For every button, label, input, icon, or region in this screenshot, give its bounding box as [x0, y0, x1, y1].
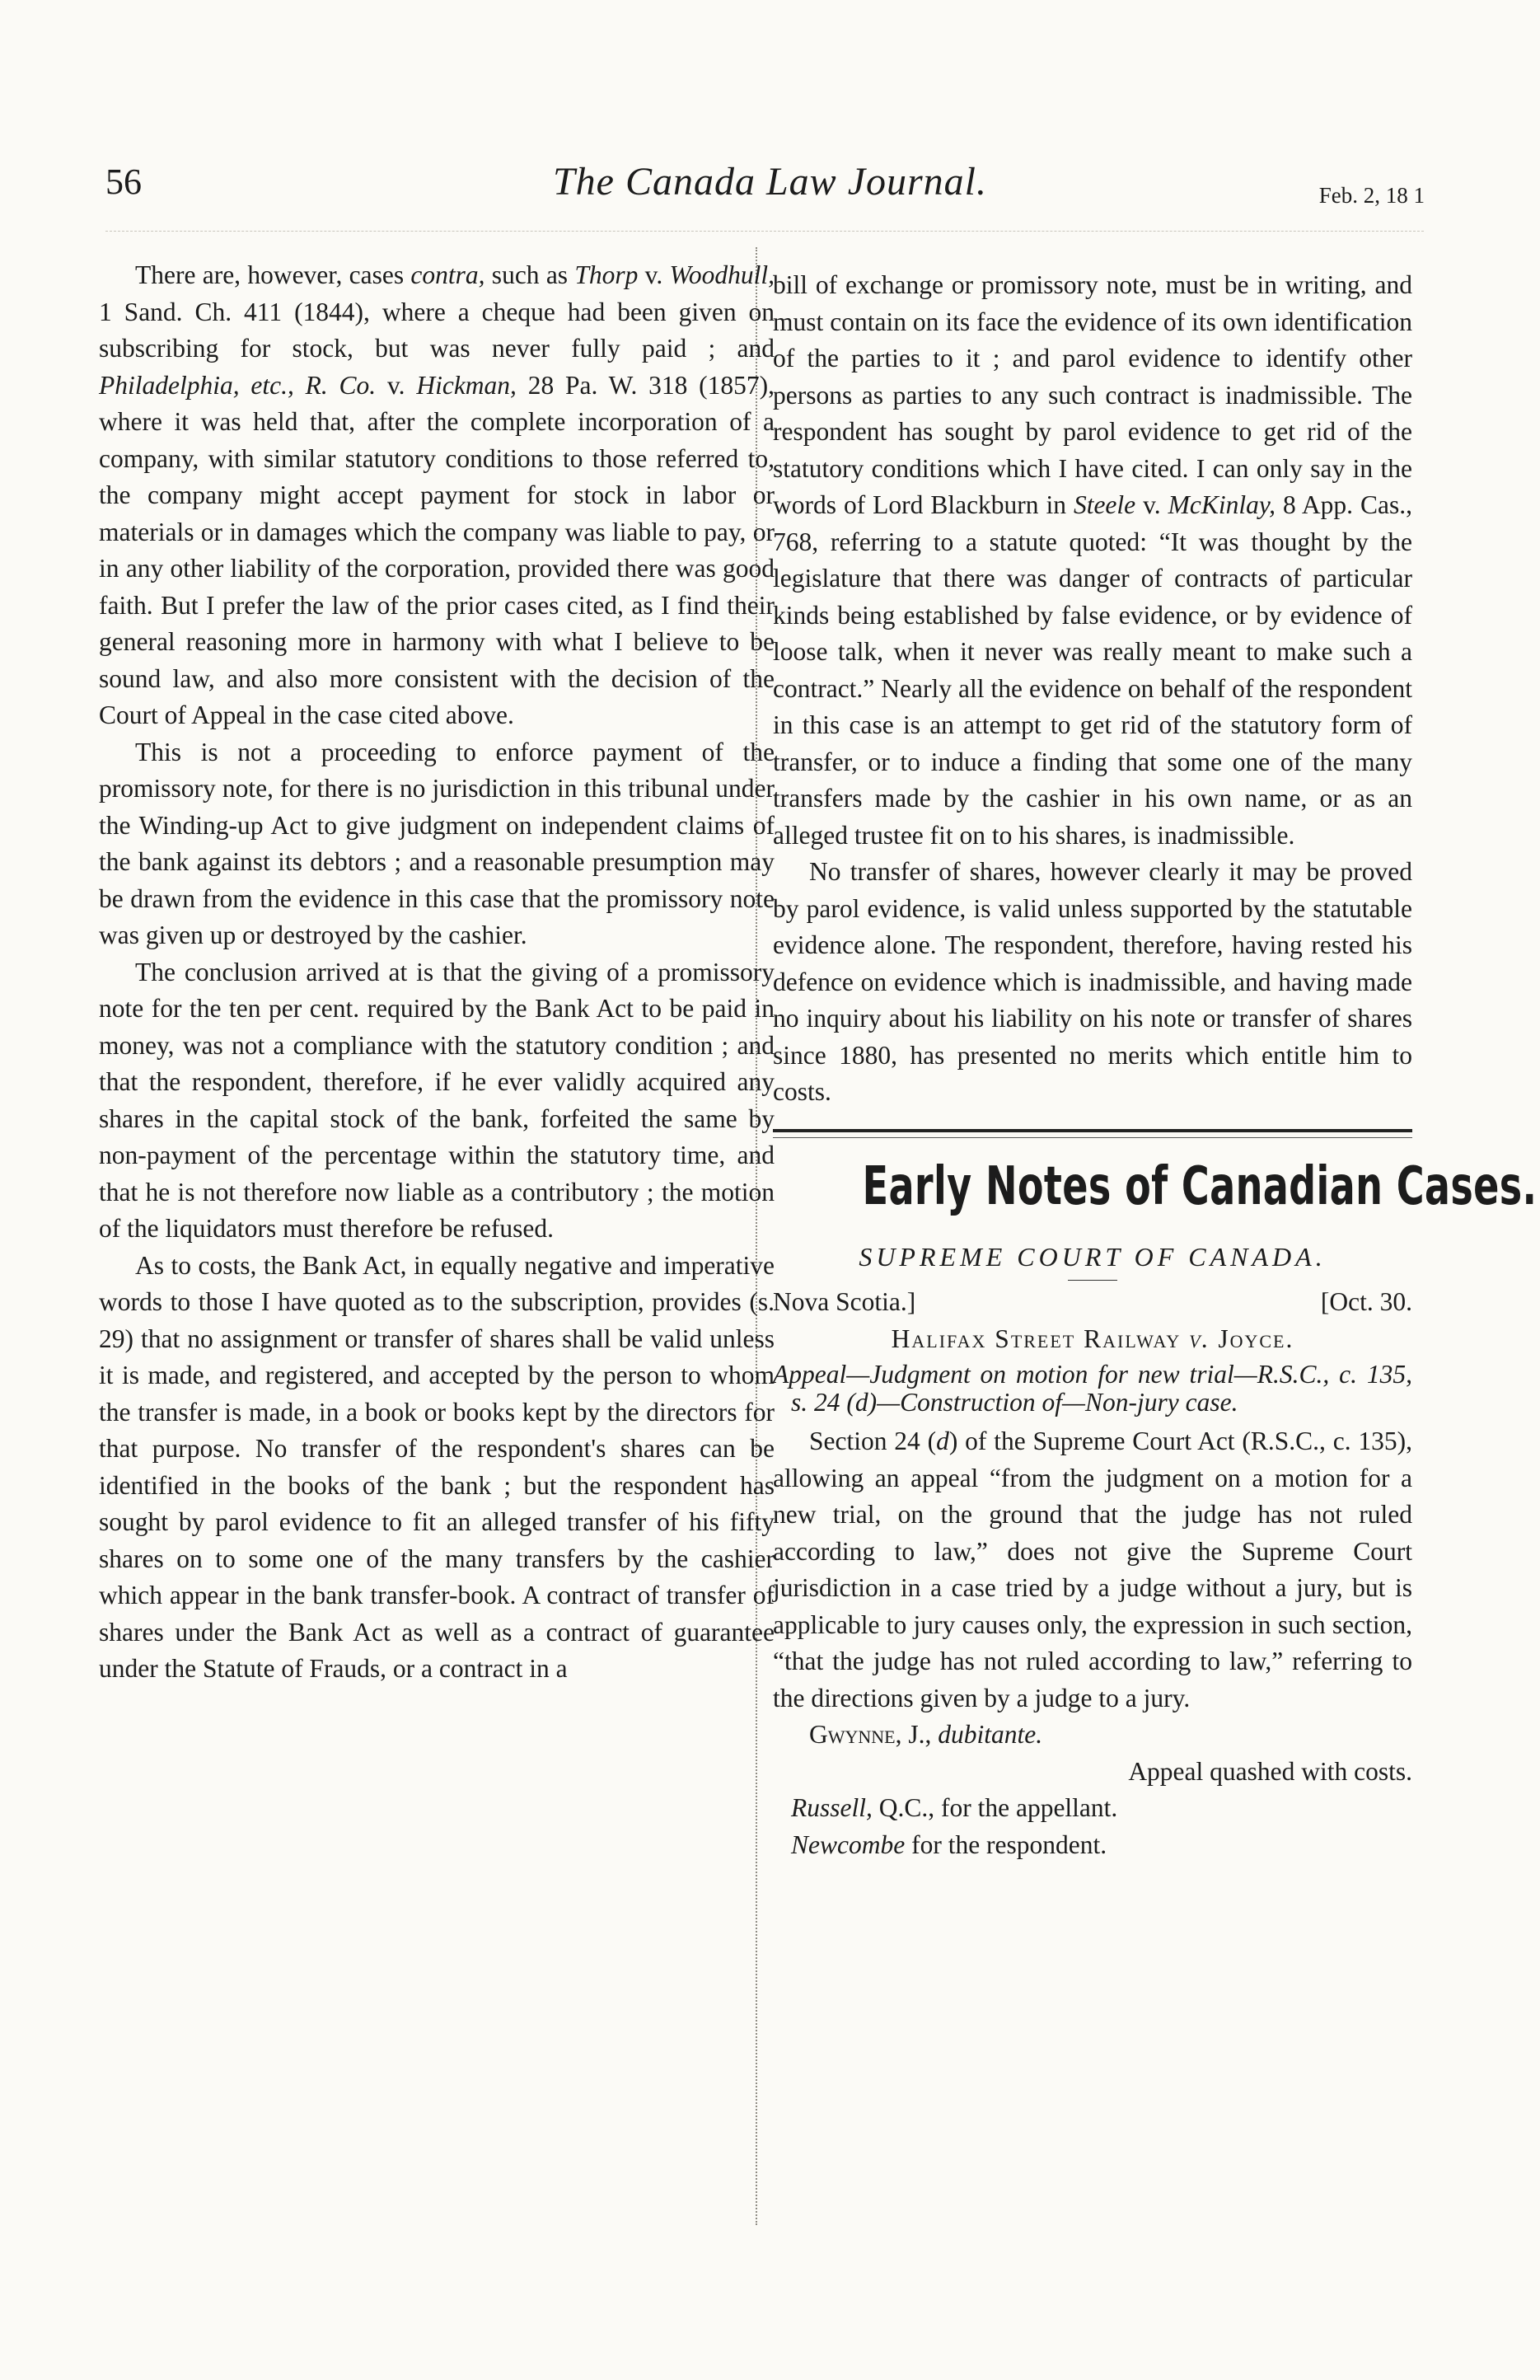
header-rule [105, 231, 1424, 232]
page-number: 56 [105, 162, 142, 202]
section-heading: Early Notes of Canadian Cases. [862, 1155, 1538, 1217]
journal-title: The Canada Law Journal. [552, 160, 988, 204]
section-rule [773, 1129, 1412, 1132]
left-paragraph-1: There are, however, cases contra, such as Thorp v. Woodhull, 1 Sand. Ch. 411 (1844), where a cheque had been given on subscribing for stock, but was never fully paid ; and Philadelphia, etc., R. Co. v. Hickman, 28 Pa. W. 318 (1857), where it was held that, after the complete incorporation of a company, with similar statutory conditions to those referred to, the company might accept payment for stock in labor or materials or in damages which the company was liable to pay, or in any other liability of the corporation, provided there was good faith. But I prefer the law of the prior cases cited, as I find their general reasoning more in harmony with what I believe to be sound law, and also more consistent with the decision of the Court of Appeal in the case cited above. [99, 260, 775, 729]
left-column [99, 257, 775, 1688]
left-paragraph-2: This is not a proceeding to enforce payment of the promissory note, for there is no jurisdiction in this tribunal under the Winding-up Act to give judgment on independent claims of the bank against its debtors ; and a reasonable presumption may be drawn from the evidence in this case that the promissory note was given up or destroyed by the cashier. [99, 737, 775, 949]
case-location-row [773, 1284, 1412, 1321]
case-title: Halifax Street Railway v. Joyce. [891, 1324, 1294, 1353]
counsel-respondent: Newcombe for the respondent. [791, 1830, 1107, 1859]
court-name: SUPREME COURT OF CANADA. [859, 1241, 1327, 1272]
short-rule [1068, 1280, 1117, 1281]
right-paragraph-2: No transfer of shares, however clearly it may be proved by parol evidence, is valid unless supported by the statutable evidence alone. The respondent, therefore, having rested his defence on evidence which is inadmissible, and having made no inquiry about his liability on his note or transfer of shares since 1880, has presented no merits which entitle him to costs. [773, 857, 1412, 1106]
case-summary: Section 24 (d) of the Supreme Court Act (R.S.C., c. 135), allowing an appeal “from the judgment on a motion for a new trial, on the ground that the judge has not ruled according to law,” does not give the Supreme Court jurisdiction in a case tried by a judge without a jury, but is applicable to jury causes only, the expression in such section, “that the judge has not ruled according to law,” referring to the directions given by a judge to a jury. [773, 1427, 1412, 1712]
left-paragraph-4: As to costs, the Bank Act, in equally negative and imperative words to those I have quoted as to the subscription, provides (s. 29) that no assignment or transfer of shares shall be valid unless it is made, and registered, and accepted by the person to whom the transfer is made, in a book or books kept by the directors for that purpose. No transfer of the respondent's shares can be identified in the books of the bank ; but the respondent has sought by parol evidence to fit an alleged transfer of his fifty shares on to some one of the many transfers by the cashier which appear in the bank transfer-book. A contract of transfer of shares under the Bank Act as well as a contract of guarantee under the Statute of Frauds, or a contract in a [99, 1250, 775, 1683]
province: Nova Scotia.] [773, 1287, 916, 1316]
right-paragraph-1: bill of exchange or promissory note, must be in writing, and must contain on its face the evidence of its own identification of the parties to it ; and parol evidence to identify other persons as parties to any such contract is inadmissible. The respondent has sought by parol evidence to get rid of the statutory conditions which I have cited. I can only say in the words of Lord Blackburn in Steele v. McKinlay, 8 App. Cas., 768, referring to a statute quoted: “It was thought by the legislature that there was danger of contracts of particular kinds being established by false evidence, or by evidence of loose talk, when it never was really meant to make such a contract.” Nearly all the evidence on behalf of the respondent in this case is an attempt to get rid of the statutory form of transfer, or to induce a finding that some one of the many transfers made by the cashier in his own name, or as an alleged trustee fit on to his shares, is inadmissible. [773, 270, 1412, 850]
counsel-appellant: Russell, Q.C., for the appellant. [791, 1793, 1118, 1822]
judge-line: Gwynne, J., dubitante. [809, 1720, 1043, 1749]
headnote: Appeal—Judgment on motion for new trial—R.S.C., c. 135, s. 24 (d)—Construction of—Non-jury case. [773, 1360, 1412, 1417]
right-column [773, 267, 1538, 1863]
section-rule-thin [773, 1137, 1412, 1138]
issue-date: Feb. 2, 18 1 [1318, 183, 1425, 208]
left-paragraph-3: The conclusion arrived at is that the giving of a promissory note for the ten per cent. required by the Bank Act to be paid in money, was not a compliance with the statutory condition ; and that the respondent, therefore, if he ever validly acquired any shares in the capital stock of the bank, forfeited the same by non-payment of the percentage within the statutory time, and that he is not therefore now liable as a contributory ; the motion of the liquidators must therefore be refused. [99, 957, 775, 1243]
disposition: Appeal quashed with costs. [1128, 1756, 1412, 1786]
case-date: [Oct. 30. [1320, 1287, 1412, 1316]
